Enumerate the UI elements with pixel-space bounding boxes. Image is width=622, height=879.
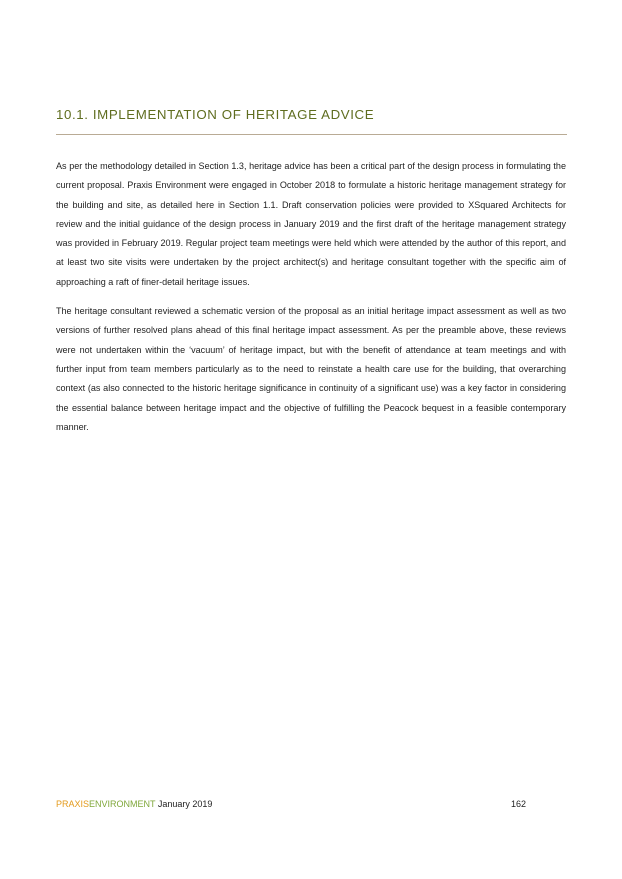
paragraph-1: As per the methodology detailed in Section 1.3, heritage advice has been a critical part of the design process in formulating the current proposal. Praxis Environment were engaged in October 2018 to formulate a historic heritage management strategy for the building and site, as detailed here in Section 1.1. Draft conservation policies were provided to XSquared Architects for review and the initial guidance of the design process in January 2019 and the first draft of the heritage management strategy was provided in February 2019. Regular project team meetings were held which were attended by the author of this report, and at least two site visits were undertaken by the project architect(s) and heritage consultant together with the specific aim of approaching a raft of finer-detail heritage issues.: [56, 161, 566, 287]
footer-date: January 2019: [155, 799, 213, 809]
page-number: 162: [511, 799, 527, 809]
brand-praxis: PRAXIS: [56, 799, 90, 809]
paragraph-2: The heritage consultant reviewed a schematic version of the proposal as an initial heritage impact assessment as well as two versions of further resolved plans ahead of this final heritage impact assessment. As per the preamble above, these reviews were not undertaken within the ‘vacuum’ of heritage impact, but with the benefit of attendance at team meetings and with further input from team members particularly as to the need to reinstate a health care use for the building, that overarching context (as also connected to the historic heritage significance in continuity of a significant use) was a key factor in considering the essential balance between heritage impact and the objective of fulfilling the Peacock bequest in a feasible contemporary manner.: [56, 306, 566, 432]
heading-divider: [56, 134, 567, 135]
footer-brand: [56, 799, 212, 809]
body-text: [56, 157, 566, 447]
brand-environment: ENVIRONMENT: [89, 799, 156, 809]
section-heading: 10.1. IMPLEMENTATION OF HERITAGE ADVICE: [56, 107, 375, 122]
